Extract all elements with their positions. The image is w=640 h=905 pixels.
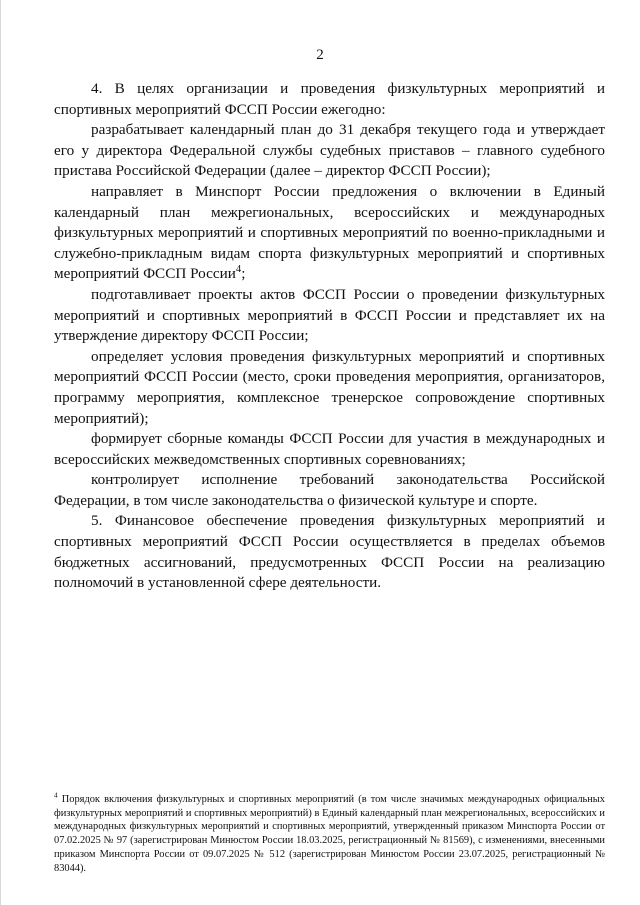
paragraph-prepares-acts: подготавливает проекты актов ФССП России о проведении физкультурных мероприятий и спортивных мероприятий в ФССП России и представляет их на утверждение директору ФССП России;: [54, 285, 605, 345]
footnote-marker: 4: [54, 791, 58, 800]
document-body: [54, 79, 605, 594]
paragraph-sends-proposals: [54, 182, 605, 285]
page-number: 2: [316, 47, 324, 63]
paragraph-sends-proposals-text: направляет в Минспорт России предложения о включении в Единый календарный план межрегиональных, всероссийских и международных физкультурных мероприятий и спортивных мероприятий по военно-прикладными и служебно-прикладным видам спорта физкультурных мероприятий и спортивных мероприятий ФССП России: [54, 182, 605, 283]
paragraph-controls-compliance: контролирует исполнение требований законодательства Российской Федерации, в том числе законодательства о физической культуре и спорте.: [54, 471, 605, 509]
footnote-text: Порядок включения физкультурных и спортивных мероприятий (в том числе значимых международных официальных физкультурных мероприятий и спортивных мероприятий) в Единый календарный план межрегиональных, всероссийских и международных физкультурных мероприятий и спортивных мероприятий, утвержденный приказом Минспорта России от 07.02.2025 № 97 (зарегистрирован Минюстом России 18.03.2025, регистрационный № 81569), с изменениями, внесенными приказом Минспорта России от 09.07.2025 № 512 (зарегистрирован Минюстом России 23.07.2025, регистрационный № 83044).: [54, 794, 605, 874]
paragraph-forms-teams: формирует сборные команды ФССП России для участия в международных и всероссийских межведомственных спортивных соревнованиях;: [54, 430, 605, 468]
paragraph-calendar-plan: разрабатывает календарный план до 31 декабря текущего года и утверждает его у директора Федеральной службы судебных приставов – главного судебного пристава Российской Федерации (далее – директор ФССП России);: [54, 121, 605, 180]
footnote-reference-tail: ;: [241, 265, 246, 283]
footnote: [54, 793, 605, 875]
paragraph-defines-conditions: определяет условия проведения физкультурных мероприятий и спортивных мероприятий ФССП России (место, сроки проведения мероприятия, организаторов, программу мероприятия, комплексное тренерское сопровождение спортивных мероприятий);: [54, 347, 605, 427]
paragraph-5-financing: 5. Финансовое обеспечение проведения физкультурных мероприятий и спортивных мероприятий ФССП России осуществляется в пределах объемов бюджетных ассигнований, предусмотренных ФССП России на реализацию полномочий в установленной сфере деятельности.: [54, 512, 605, 592]
page-left-edge: [0, 0, 1, 905]
paragraph-4-intro: 4. В целях организации и проведения физкультурных мероприятий и спортивных мероприятий ФССП России ежегодно:: [54, 80, 605, 118]
footnote-reference: 4: [235, 264, 242, 276]
